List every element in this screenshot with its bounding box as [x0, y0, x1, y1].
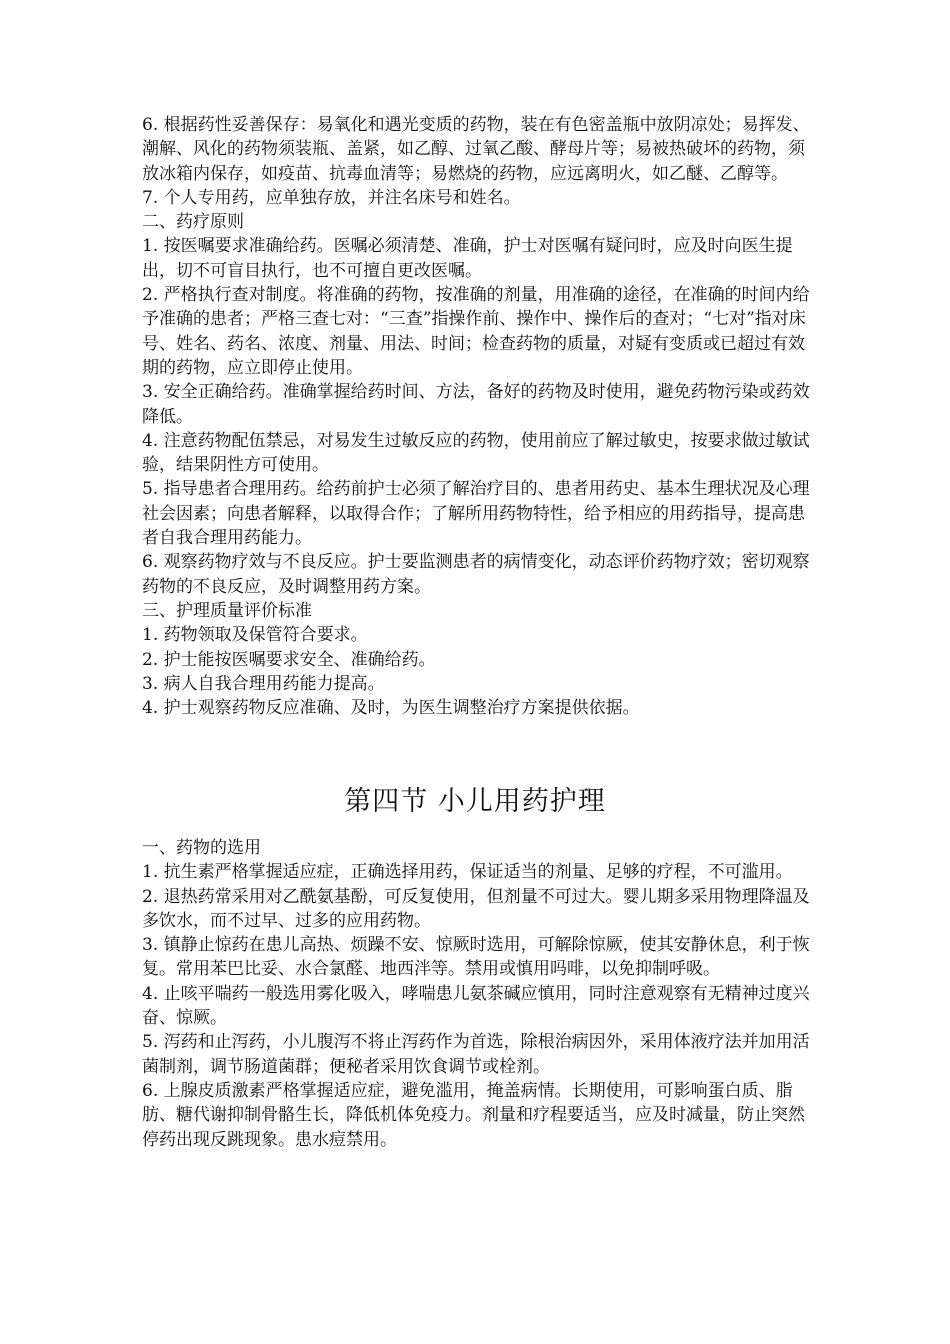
- paragraph: 7. 个人专用药，应单独存放，并注名床号和姓名。: [142, 187, 521, 208]
- paragraph: 4. 止咳平喘药一般选用雾化吸入，哮喘患儿氨茶碱应慎用，同时注意观察有无精神过度兴奋、惊厥。: [142, 983, 810, 1029]
- paragraph: 2. 退热药常采用对乙酰氨基酚，可反复使用，但剂量不可过大。婴儿期多采用物理降温及多饮水，而不过早、过多的应用药物。: [142, 886, 810, 931]
- paragraph: 2. 护士能按医嘱要求安全、准确给药。: [142, 649, 436, 670]
- paragraph: 4. 护士观察药物反应准确、及时，为医生调整治疗方案提供依据。: [142, 698, 640, 719]
- paragraph: 3. 镇静止惊药在患儿高热、烦躁不安、惊厥时选用，可解除惊厥，使其安静休息，利于恢复。常用苯巴比妥、水合氯醛、地西泮等。禁用或慎用吗啡，以免抑制呼吸。: [142, 935, 810, 980]
- paragraph: 3. 安全正确给药。准确掌握给药时间、方法，备好的药物及时使用，避免药物污染或药效降低。: [142, 382, 810, 427]
- section-title: 第四节 小儿用药护理: [344, 786, 606, 817]
- paragraph: 1. 按医嘱要求准确给药。医嘱必须清楚、准确，护士对医嘱有疑问时，应及时向医生提出，切不可盲目执行，也不可擅自更改医嘱。: [142, 236, 793, 281]
- subheading: 一、药物的选用: [142, 838, 261, 858]
- text-block-upper: [142, 113, 812, 720]
- paragraph: 6. 观察药物疗效与不良反应。护士要监测患者的病情变化，动态评价药物疗效；密切观察药物的不良反应，及时调整用药方案。: [142, 552, 810, 597]
- paragraph: 6. 根据药性妥善保存：易氧化和遇光变质的药物，装在有色密盖瓶中放阴凉处；易挥发、潮解、风化的药物须装瓶、盖紧，如乙醇、过氧乙酸、酵母片等；易被热破坏的药物，须放冰箱内保存，如疫苗、抗毒血清等；易燃烧的药物，应远离明火，如乙醚、乙醇等。: [142, 115, 810, 184]
- paragraph: 4. 注意药物配伍禁忌，对易发生过敏反应的药物，使用前应了解过敏史，按要求做过敏试验，结果阴性方可使用。: [142, 430, 810, 476]
- text-block-lower: [142, 836, 812, 1152]
- paragraph: 5. 泻药和止泻药，小儿腹泻不将止泻药作为首选，除根治病因外，采用体液疗法并加用活菌制剂，调节肠道菌群；便秘者采用饮食调节或栓剂。: [142, 1032, 810, 1077]
- paragraph: 1. 抗生素严格掌握适应症，正确选择用药，保证适当的剂量、足够的疗程，不可滥用。: [142, 862, 793, 883]
- paragraph: 6. 上腺皮质激素严格掌握适应症，避免滥用，掩盖病情。长期使用，可影响蛋白质、脂肪、糖代谢抑制骨骼生长，降低机体免疫力。剂量和疗程要适当，应及时减量，防止突然停药出现反跳现象。患水痘禁用。: [142, 1080, 805, 1150]
- paragraph: 5. 指导患者合理用药。给药前护士必须了解治疗目的、患者用药史、基本生理状况及心理社会因素；向患者解释，以取得合作；了解所用药物特性，给予相应的用药指导，提高患者自我合理用药能力。: [142, 479, 810, 549]
- paragraph: 1. 药物领取及保管符合要求。: [142, 625, 368, 646]
- subheading: 三、护理质量评价标准: [142, 600, 312, 621]
- subheading: 二、药疗原则: [142, 212, 244, 233]
- paragraph: 3. 病人自我合理用药能力提高。: [142, 673, 385, 694]
- paragraph: 2. 严格执行查对制度。将准确的药物，按准确的剂量，用准确的途径，在准确的时间内给予准确的患者；严格三查七对：“三查”指操作前、操作中、操作后的查对；“七对”指对床号、姓名、药名、浓度、剂量、用法、时间；检查药物的质量，对疑有变质或已超过有效期的药物，应立即停止使用。: [142, 285, 810, 378]
